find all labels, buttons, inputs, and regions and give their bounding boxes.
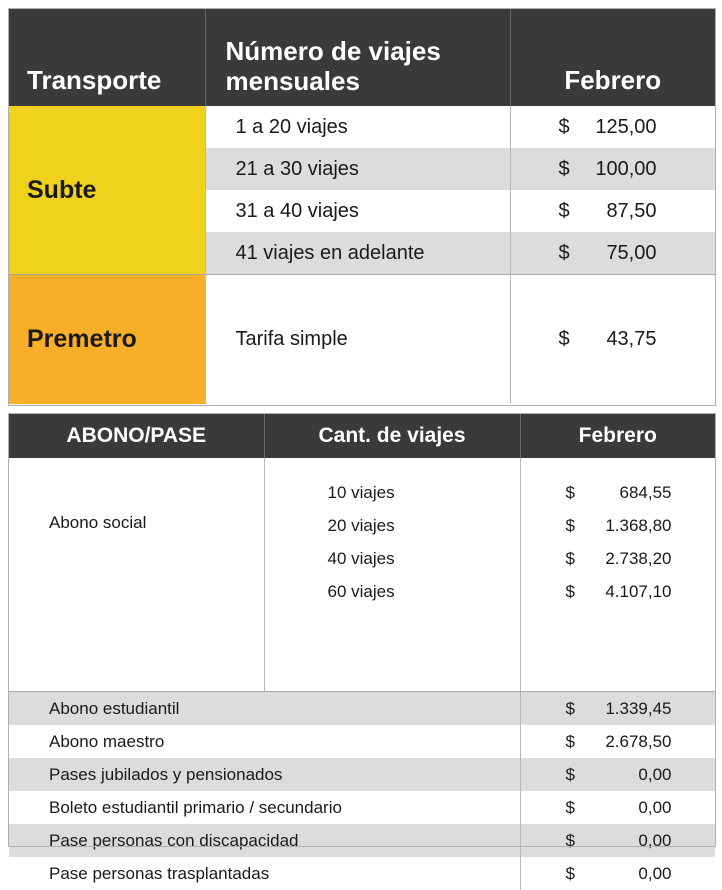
trip-range: Tarifa simple [205, 275, 510, 405]
social-pass-prices [520, 458, 715, 692]
pass-row [9, 857, 715, 890]
price: $ 87,50 [510, 190, 715, 232]
header-trips: Número de viajes mensuales [205, 9, 510, 106]
price: $ 2.678,50 [520, 725, 715, 758]
price: $ 75,00 [510, 232, 715, 275]
header-transport: Transporte [9, 9, 205, 106]
pass-label: Pases jubilados y pensionados [9, 758, 520, 791]
trip-count: 60 viajes [327, 582, 395, 601]
subte-label: Subte [9, 106, 205, 275]
social-pass-trips [264, 458, 520, 692]
header-month: Febrero [510, 9, 715, 106]
social-pass-row [9, 458, 715, 692]
passes-header-row [9, 414, 715, 458]
trip-count: 10 viajes [327, 483, 395, 502]
price: $ 100,00 [510, 148, 715, 190]
social-pass-label: Abono social [9, 458, 264, 692]
trip-range: 21 a 30 viajes [205, 148, 510, 190]
price: $ 4.107,10 [565, 582, 672, 601]
price: $ 0,00 [520, 857, 715, 890]
trip-count: 40 viajes [327, 549, 395, 568]
pass-label: Pase personas trasplantadas [49, 863, 270, 883]
trip-range: 41 viajes en adelante [205, 232, 510, 275]
pass-label: Pase personas con discapacidad [9, 824, 520, 857]
price: $ 684,55 [565, 483, 672, 502]
price: $ 2.738,20 [565, 549, 672, 568]
pass-label: Boleto estudiantil primario / secundario [49, 797, 342, 817]
header-count: Cant. de viajes [264, 414, 520, 458]
pass-label: Abono maestro [49, 731, 165, 751]
pass-row [9, 824, 715, 857]
price: $ 0,00 [520, 758, 715, 791]
pass-label: Abono estudiantil [9, 692, 520, 726]
price: $ 1.339,45 [520, 692, 715, 726]
price: $ 125,00 [510, 106, 715, 148]
trip-range: 1 a 20 viajes [205, 106, 510, 148]
premetro-label: Premetro [9, 275, 205, 405]
premetro-row [9, 275, 715, 405]
pass-row [9, 758, 715, 791]
fares-header-row [9, 9, 715, 106]
price: $ 43,75 [510, 275, 715, 405]
fares-table [9, 9, 716, 404]
pass-row [9, 692, 715, 726]
subte-row-1 [9, 106, 715, 148]
passes-table [9, 414, 715, 890]
header-month: Febrero [520, 414, 715, 458]
price: $ 1.368,80 [565, 516, 672, 535]
price: $ 0,00 [520, 791, 715, 824]
pass-row [9, 725, 715, 758]
header-pass: ABONO/PASE [9, 414, 264, 458]
price: $ 0,00 [520, 824, 715, 857]
trip-range: 31 a 40 viajes [205, 190, 510, 232]
trip-count: 20 viajes [327, 516, 395, 535]
pass-row [9, 791, 715, 824]
